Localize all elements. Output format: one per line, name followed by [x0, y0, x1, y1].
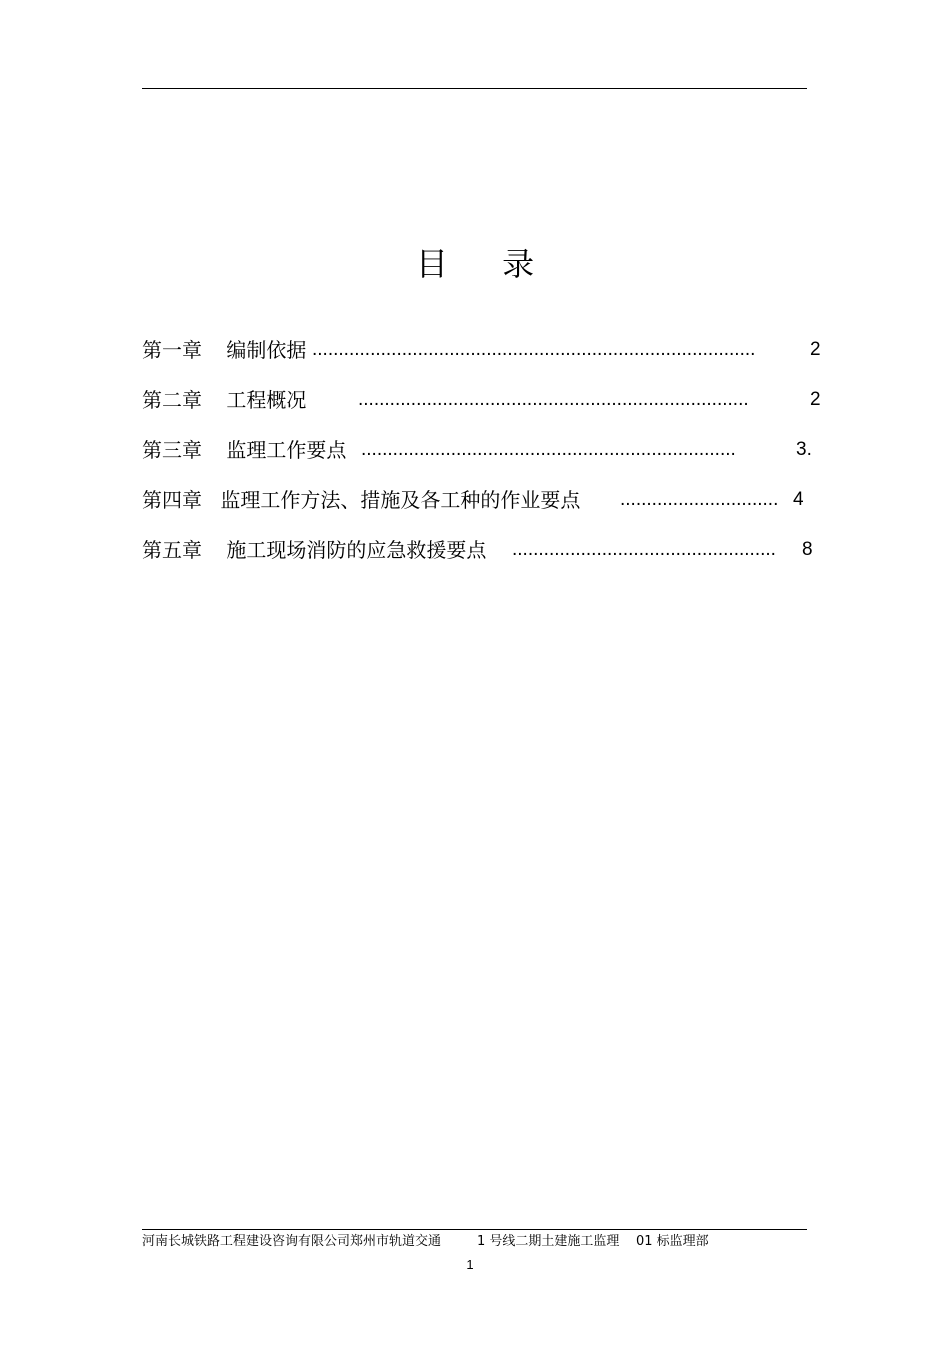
toc-chapter: 第四章 — [142, 488, 202, 512]
toc-chapter: 第二章 — [142, 388, 202, 412]
toc-entry[interactable] — [142, 537, 832, 563]
toc-chapter-title: 监理工作要点 — [226, 438, 347, 462]
toc-chapter-title: 施工现场消防的应急救援要点 — [226, 538, 487, 562]
toc-dot-leader: .................................................. — [512, 539, 776, 560]
toc-page-number: 4 — [793, 489, 804, 510]
toc-chapter: 第五章 — [142, 538, 202, 562]
toc-chapter-title: 工程概况 — [226, 388, 307, 412]
toc-chapter: 第三章 — [142, 438, 202, 462]
toc-page-number: 2 — [810, 339, 821, 360]
toc-chapter-title: 编制依据 — [226, 338, 307, 362]
toc-dot-leader: .............................. — [620, 489, 779, 510]
toc-dot-leader: .......................................................................... — [358, 389, 749, 410]
toc-page-number: 8 — [802, 539, 813, 560]
toc-entry[interactable] — [142, 437, 832, 463]
toc-entry[interactable] — [142, 337, 832, 363]
footer-company: 河南长城铁路工程建设咨询有限公司郑州市轨道交通 — [142, 1234, 442, 1249]
footer-page-number: 1 — [466, 1257, 474, 1272]
toc-entry[interactable] — [142, 487, 832, 513]
footer-project-line: 1 号线二期土建施工监理 — [477, 1234, 620, 1249]
footer-section: 01 标监理部 — [636, 1234, 709, 1249]
toc-page-number: 2 — [810, 389, 821, 410]
toc-page-number: 3. — [796, 439, 812, 460]
toc-chapter-title: 监理工作方法、措施及各工种的作业要点 — [220, 488, 581, 512]
toc-chapter: 第一章 — [142, 338, 202, 362]
footer-rule — [142, 1229, 807, 1230]
toc-dot-leader: ....................................................................... — [361, 439, 736, 460]
toc-title: 目 录 — [415, 245, 557, 283]
toc-entry[interactable] — [142, 387, 832, 413]
header-rule — [142, 88, 807, 89]
toc-dot-leader: .................................................................................... — [312, 339, 756, 360]
